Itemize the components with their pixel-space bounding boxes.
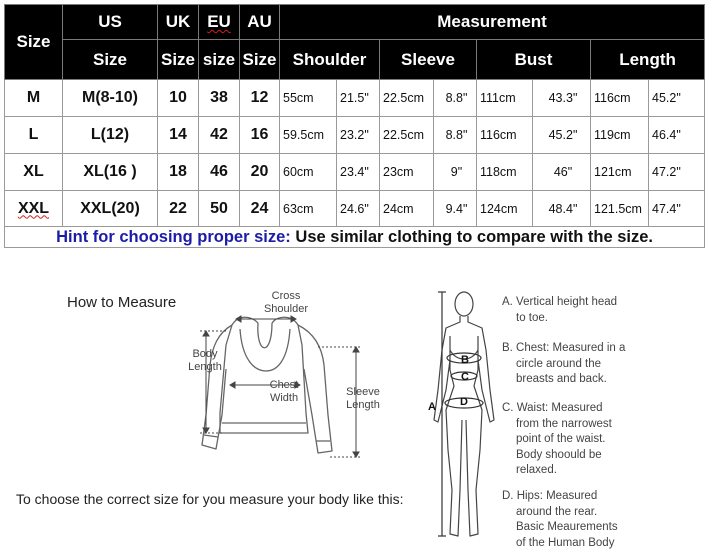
eu-cell: 38 xyxy=(199,80,240,117)
letter-b: B xyxy=(461,354,469,366)
eu-cell: 46 xyxy=(199,154,240,191)
au-header-bottom: Size xyxy=(240,40,280,80)
shoulder-cm-cell: 55cm xyxy=(280,80,337,117)
sleeve-cm-cell: 22.5cm xyxy=(380,80,434,117)
shoulder-cm-cell: 63cm xyxy=(280,191,337,227)
bust-header: Bust xyxy=(477,40,591,80)
body-length-label: Body Length xyxy=(188,348,222,373)
chest-width-label: Chest Width xyxy=(269,379,299,404)
eu-header-bottom: size xyxy=(199,40,240,80)
us-header-bottom: Size xyxy=(63,40,158,80)
uk-header-bottom: Size xyxy=(158,40,199,80)
sleeve-cm-cell: 22.5cm xyxy=(380,117,434,154)
au-cell: 24 xyxy=(240,191,280,227)
sleeve-cm-cell: 24cm xyxy=(380,191,434,227)
table-row xyxy=(5,154,705,191)
size-hint xyxy=(5,227,705,248)
table-row xyxy=(5,117,705,154)
length-cm-cell: 121.5cm xyxy=(591,191,649,227)
us-cell: XXL(20) xyxy=(63,191,158,227)
au-cell: 16 xyxy=(240,117,280,154)
measurement-header: Measurement xyxy=(280,5,705,40)
eu-cell: 50 xyxy=(199,191,240,227)
letter-c: C xyxy=(461,371,469,383)
uk-cell: 10 xyxy=(158,80,199,117)
us-cell: M(8-10) xyxy=(63,80,158,117)
bust-in-cell: 48.4" xyxy=(533,191,591,227)
length-cm-cell: 116cm xyxy=(591,80,649,117)
how-to-measure-title: How to Measure xyxy=(67,294,177,311)
bust-cm-cell: 118cm xyxy=(477,154,533,191)
shoulder-cm-cell: 59.5cm xyxy=(280,117,337,154)
length-header: Length xyxy=(591,40,705,80)
sleeve-in-cell: 8.8" xyxy=(434,117,477,154)
sleeve-length-label: Sleeve Length xyxy=(346,386,380,411)
shoulder-in-cell: 23.4" xyxy=(337,154,380,191)
sleeve-in-cell: 9" xyxy=(434,154,477,191)
bust-cm-cell: 116cm xyxy=(477,117,533,154)
length-cm-cell: 119cm xyxy=(591,117,649,154)
length-in-cell: 46.4" xyxy=(649,117,705,154)
shoulder-header: Shoulder xyxy=(280,40,380,80)
length-in-cell: 47.2" xyxy=(649,154,705,191)
letter-d: D xyxy=(460,396,468,408)
us-cell: L(12) xyxy=(63,117,158,154)
shoulder-cm-cell: 60cm xyxy=(280,154,337,191)
sleeve-cm-cell: 23cm xyxy=(380,154,434,191)
instruction-text: To choose the correct size for you measure your body like this: xyxy=(16,491,404,507)
hint-value: Use similar clothing to compare with the size. xyxy=(290,227,653,246)
legend-b: B. Chest: Measured in a circle around the breasts and back. xyxy=(502,342,626,385)
sleeve-in-cell: 9.4" xyxy=(434,191,477,227)
cross-shoulder-label: Cross Shoulder xyxy=(263,290,309,315)
size-cell: XXL xyxy=(5,191,63,227)
uk-cell: 18 xyxy=(158,154,199,191)
uk-header-top: UK xyxy=(158,5,199,40)
sleeve-in-cell: 8.8" xyxy=(434,80,477,117)
eu-cell: 42 xyxy=(199,117,240,154)
bust-in-cell: 46" xyxy=(533,154,591,191)
legend-a: A. Vertical height head to toe. xyxy=(502,296,618,324)
letter-a: A xyxy=(428,401,436,413)
us-header-top: US xyxy=(63,5,158,40)
table-row xyxy=(5,191,705,227)
shoulder-in-cell: 21.5" xyxy=(337,80,380,117)
sleeve-header: Sleeve xyxy=(380,40,477,80)
au-cell: 12 xyxy=(240,80,280,117)
body-figure xyxy=(420,290,500,548)
length-cm-cell: 121cm xyxy=(591,154,649,191)
legend-d: D. Hips: Measured around the rear. Basic Meaurements of the Human Body xyxy=(502,490,618,549)
eu-header-top: EU xyxy=(199,5,240,40)
size-header: Size xyxy=(5,5,63,80)
shoulder-in-cell: 23.2" xyxy=(337,117,380,154)
size-chart-table xyxy=(4,4,705,248)
bust-cm-cell: 111cm xyxy=(477,80,533,117)
size-cell: L xyxy=(5,117,63,154)
us-cell: XL(16 ) xyxy=(63,154,158,191)
size-cell: M xyxy=(5,80,63,117)
length-in-cell: 45.2" xyxy=(649,80,705,117)
shoulder-in-cell: 24.6" xyxy=(337,191,380,227)
table-row xyxy=(5,80,705,117)
legend-c: C. Waist: Measured from the narrowest point of the waist. Body shoould be relaxed. xyxy=(502,402,612,476)
au-cell: 20 xyxy=(240,154,280,191)
hint-key: Hint for choosing proper size: xyxy=(56,227,291,246)
bust-in-cell: 43.3" xyxy=(533,80,591,117)
uk-cell: 22 xyxy=(158,191,199,227)
length-in-cell: 47.4" xyxy=(649,191,705,227)
au-header-top: AU xyxy=(240,5,280,40)
bust-in-cell: 45.2" xyxy=(533,117,591,154)
size-cell: XL xyxy=(5,154,63,191)
bust-cm-cell: 124cm xyxy=(477,191,533,227)
uk-cell: 14 xyxy=(158,117,199,154)
